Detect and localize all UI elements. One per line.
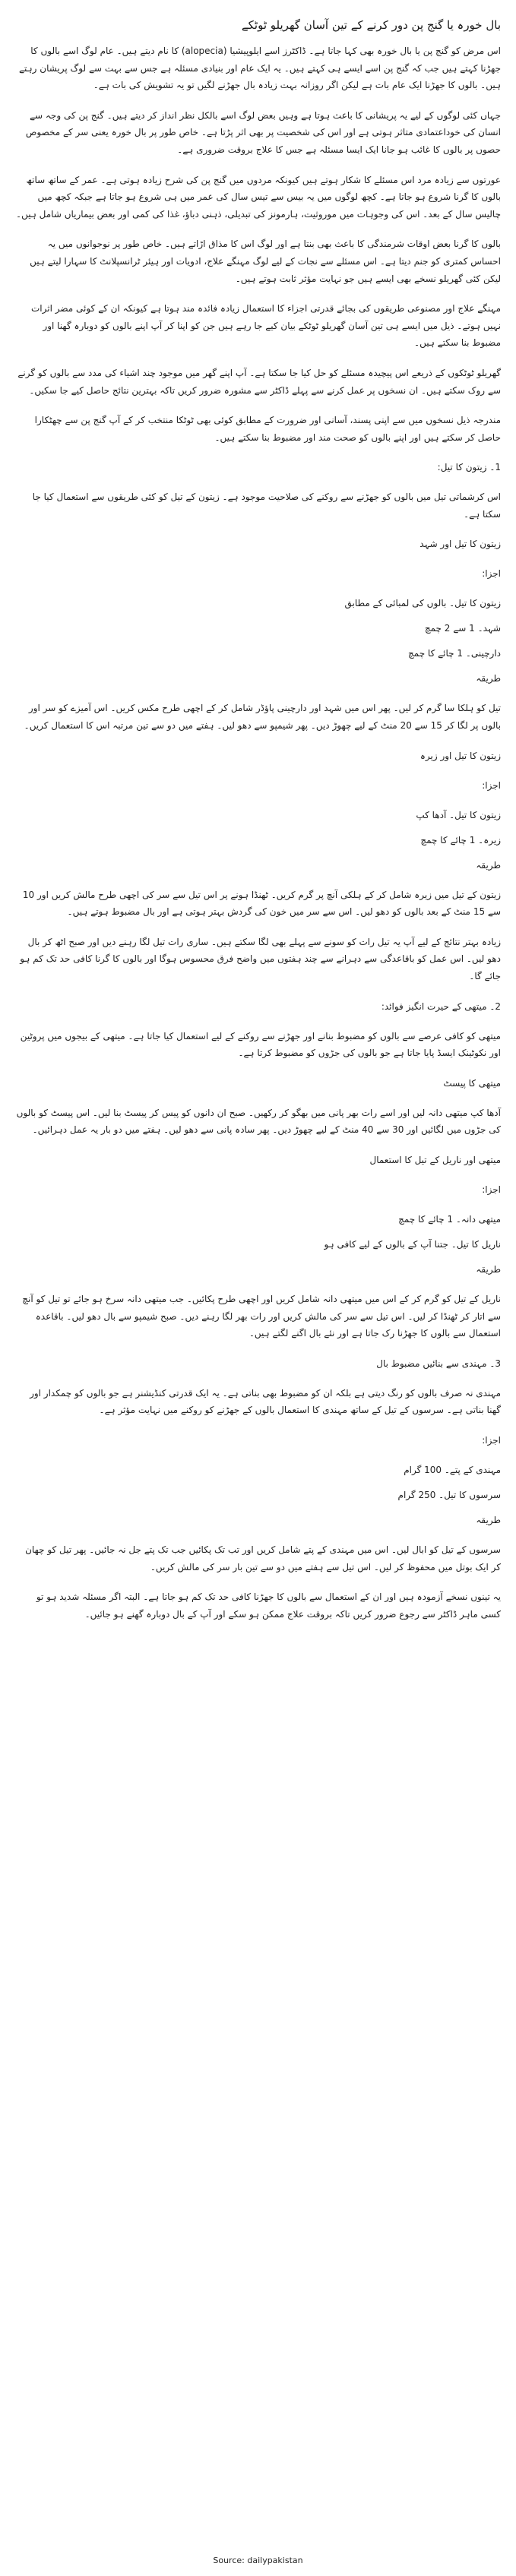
ingredient-item: مہندی کے پتے۔ 100 گرام — [404, 1464, 501, 1475]
body-paragraph: مندرجہ ذیل نسخوں میں سے اپنی پسند، آسانی اور ضرورت کے مطابق کوئی بھی ٹوٹکا منتخب کر کے آپ گنج پن سے چھٹکارا حاصل کر سکتے ہیں اور اپنے بالوں کو صحت مند اور مضبوط بنا سکتے ہیں۔ — [34, 415, 501, 443]
intro-paragraph: جہاں کئی لوگوں کے لیے یہ پریشانی کا باعث ہوتا ہے وہیں بعض لوگ اسے بالکل نظر انداز کر دیتے ہیں۔ گنج پن کی وجہ سے انسان کی خوداعتمادی متاثر ہوتی ہے اور اس کی شخصیت پر بھی اثر پڑتا ہے۔ خاص طور پر بال خورہ یعنی سر کے مخصوص حصوں پر بالوں کا غائب ہو جانا ایک ایسا مسئلہ ہے جس کا علاج بروقت ضروری ہے۔ — [25, 109, 501, 155]
body-paragraph: گھریلو ٹوٹکوں کے ذریعے اس پیچیدہ مسئلے کو حل کیا جا سکتا ہے۔ آپ اپنے گھر میں موجود چند اشیاء کی مدد سے بالوں کو گرنے سے روک سکتے ہیں۔ ان نسخوں پر عمل کرنے سے پہلے ڈاکٹر سے مشورہ ضرور کریں تاکہ بہترین نتائج حاصل کیے جا سکیں۔ — [17, 367, 501, 396]
method-text: تیل کو ہلکا سا گرم کر لیں۔ پھر اس میں شہد اور دارچینی پاؤڈر شامل کر کے اچھی طرح مکس کریں۔ اس آمیزے کو سر اور بالوں پر لگا کر 15 سے 20 منٹ کے لیے چھوڑ دیں۔ پھر شیمپو سے دھو لیں۔ ہفتے میں دو سے تین مرتبہ اس کا استعمال کریں۔ — [24, 703, 501, 732]
remedy-heading: 3۔ مہندی سے بنائیں مضبوط بال — [376, 1358, 501, 1369]
ingredients-label: اجزا: — [482, 1184, 501, 1195]
remedy-heading: 1۔ زیتون کا تیل: — [437, 462, 501, 473]
ingredients-label: اجزا: — [482, 1434, 501, 1446]
body-paragraph: عورتوں سے زیادہ مرد اس مسئلے کا شکار ہوتے ہیں کیونکہ مردوں میں گنج پن کی شرح زیادہ ہوتی ہے۔ عمر کے ساتھ ساتھ بالوں کا گرنا شروع ہو جاتا ہے۔ کچھ لوگوں میں یہ بیس سے تیس سال کی عمر میں ہی شروع ہو جاتا ہے جبکہ کچھ میں چالیس سال کے بعد۔ اس کی وجوہات میں موروثیت، ہارمونز کی تبدیلی، ذہنی دباؤ، غذا کی کمی اور بعض بیماریاں شامل ہیں۔ — [16, 174, 501, 220]
method-label: طریقہ — [476, 859, 501, 871]
remedy-subheading: میتھی کا پیسٹ — [443, 1077, 501, 1089]
remedy-subheading: زیتون کا تیل اور شہد — [419, 539, 501, 550]
method-label: طریقہ — [476, 1264, 501, 1275]
ingredient-item: دارچینی۔ 1 چائے کا چمچ — [408, 648, 501, 659]
ingredient-item: سرسوں کا تیل۔ 250 گرام — [397, 1489, 501, 1500]
ingredient-item: زیرہ۔ 1 چائے کا چمچ — [420, 834, 501, 845]
closing-paragraph: یہ تینوں نسخے آزمودہ ہیں اور ان کے استعمال سے بالوں کا جھڑنا کافی حد تک کم ہو جاتا ہے۔ البتہ اگر مسئلہ شدید ہو تو کسی ماہر ڈاکٹر سے رجوع ضرور کریں تاکہ بروقت علاج ممکن ہو سکے اور آپ کے بال دوبارہ گھنے ہو جائیں۔ — [36, 1591, 501, 1620]
remedy-note: زیادہ بہتر نتائج کے لیے آپ یہ تیل رات کو سونے سے پہلے بھی لگا سکتے ہیں۔ ساری رات تیل لگا رہنے دیں اور صبح اٹھ کر بال دھو لیں۔ اس عمل کو باقاعدگی سے دہرانے سے چند ہفتوں میں واضح فرق محسوس ہوگا اور بالوں کا گرنا کافی حد تک کم ہو جائے گا۔ — [20, 936, 501, 982]
method-text: سرسوں کے تیل کو ابال لیں۔ اس میں مہندی کے پتے شامل کریں اور تب تک پکائیں جب تک پتے جل نہ جائیں۔ پھر تیل کو چھان کر ایک بوتل میں محفوظ کر لیں۔ اس تیل سے ہفتے میں دو سے تین بار سر کی مالش کریں۔ — [25, 1544, 501, 1572]
ingredients-label: اجزا: — [482, 779, 501, 791]
method-text: ناریل کے تیل کو گرم کر کے اس میں میتھی دانہ شامل کریں اور اچھی طرح پکائیں۔ جب میتھی دانہ سرخ ہو جائے تو تیل کو آنچ سے اتار کر ٹھنڈا کر لیں۔ اس تیل سے سر کی مالش کریں اور رات بھر لگا رہنے دیں۔ صبح شیمپو سے بال دھو لیں۔ باقاعدہ استعمال سے بالوں کا جھڑنا رک جاتا ہے اور نئے بال اگنے لگتے ہیں۔ — [22, 1294, 501, 1339]
body-paragraph: مہنگے علاج اور مصنوعی طریقوں کی بجائے قدرتی اجزاء کا استعمال زیادہ فائدہ مند ہوتا ہے کیونکہ ان کے کوئی مضر اثرات نہیں ہوتے۔ ذیل میں ایسے ہی تین آسان گھریلو ٹوٹکے بیان کیے جا رہے ہیں جن کو اپنا کر آپ اپنے بالوں کو دوبارہ گھنا اور مضبوط بنا سکتے ہیں۔ — [31, 303, 501, 349]
ingredient-item: ناریل کا تیل۔ جتنا آپ کے بالوں کے لیے کافی ہو — [324, 1239, 501, 1250]
ingredients-label: اجزا: — [482, 568, 501, 580]
remedy-subheading: زیتون کا تیل اور زیرہ — [419, 750, 501, 761]
source-credit: Source: dailypakistan — [213, 2555, 303, 2565]
remedy-subheading: میتھی اور ناریل کے تیل کا استعمال — [369, 1155, 501, 1165]
ingredient-item: زیتون کا تیل۔ بالوں کی لمبائی کے مطابق — [344, 598, 501, 609]
method-text: زیتون کے تیل میں زیرہ شامل کر کے ہلکی آنچ پر گرم کریں۔ ٹھنڈا ہونے پر اس تیل سے سر کی اچھی طرح مالش کریں اور 10 سے 15 منٹ کے بعد بالوں کو دھو لیں۔ اس سے سر میں خون کی گردش بہتر ہوتی ہے اور بال مضبوط ہوتے ہیں۔ — [22, 889, 501, 918]
intro-paragraph: اس مرض کو گنج پن یا بال خورہ بھی کہا جاتا ہے۔ ڈاکٹرز اسے ایلوپیشیا (alopecia) کا نام دیتے ہیں۔ عام لوگ اسے بالوں کا جھڑنا کہتے ہیں جب کہ گنج پن اسے ایسے ہی کہتے ہیں۔ یہ ایک عام اور بنیادی مسئلہ ہے جس سے بہت سے لوگ پریشان رہتے ہیں۔ بالوں کا جھڑنا ایک عام بات ہے لیکن اگر روزانہ بہت زیادہ بال جھڑنے لگیں تو یہ تشویش کی بات ہے۔ — [18, 46, 501, 91]
method-label: طریقہ — [476, 1514, 501, 1525]
remedy-description: مہندی نہ صرف بالوں کو رنگ دیتی ہے بلکہ ان کو مضبوط بھی بناتی ہے۔ یہ ایک قدرتی کنڈیشنر ہے جو بالوں کو چمکدار اور گھنا بناتی ہے۔ سرسوں کے تیل کے ساتھ مہندی کا استعمال بالوں کے جھڑنے کو روکنے میں نہایت مؤثر ہے۔ — [30, 1387, 501, 1416]
remedy-heading: 2۔ میتھی کے حیرت انگیز فوائد: — [381, 1000, 501, 1012]
article-title: بال خورہ یا گنج پن دور کرنے کے تین آسان گھریلو ٹوٹکے — [241, 18, 501, 32]
ingredient-item: میتھی دانہ۔ 1 چائے کا چمچ — [398, 1214, 501, 1225]
ingredient-item: شہد۔ 1 سے 2 چمچ — [424, 623, 501, 634]
body-paragraph: بالوں کا گرنا بعض اوقات شرمندگی کا باعث بھی بنتا ہے اور لوگ اس کا مذاق اڑاتے ہیں۔ خاص طور پر نوجوانوں میں یہ احساس کمتری کو جنم دیتا ہے۔ اس مسئلے سے نجات کے لیے لوگ مہنگے علاج، ادویات اور ہیئر ٹرانسپلانٹ کا سہارا لیتے ہیں لیکن کئی گھریلو نسخے بھی ایسے ہیں جو نہایت مؤثر ثابت ہوتے ہیں۔ — [30, 239, 501, 284]
method-text: آدھا کپ میتھی دانہ لیں اور اسے رات بھر پانی میں بھگو کر رکھیں۔ صبح ان دانوں کو پیس کر پیسٹ بنا لیں۔ اس پیسٹ کو بالوں کی جڑوں میں لگائیں اور 30 سے 40 منٹ کے لیے چھوڑ دیں۔ پھر سادہ پانی سے دھو لیں۔ ہفتے میں دو بار یہ عمل دہرائیں۔ — [16, 1107, 501, 1136]
remedy-description: اس کرشماتی تیل میں بالوں کو جھڑنے سے روکنے کی صلاحیت موجود ہے۔ زیتون کے تیل کو کئی طریقوں سے استعمال کیا جا سکتا ہے۔ — [32, 491, 501, 520]
remedy-description: میتھی کو کافی عرصے سے بالوں کو مضبوط بنانے اور جھڑنے سے روکنے کے لیے استعمال کیا جاتا ہے۔ میتھی کے بیجوں میں پروٹین اور نکوٹینک ایسڈ پایا جاتا ہے جو بالوں کی جڑوں کو مضبوط کرتا ہے۔ — [20, 1030, 501, 1059]
method-label: طریقہ — [476, 673, 501, 684]
ingredient-item: زیتون کا تیل۔ آدھا کپ — [416, 809, 501, 820]
